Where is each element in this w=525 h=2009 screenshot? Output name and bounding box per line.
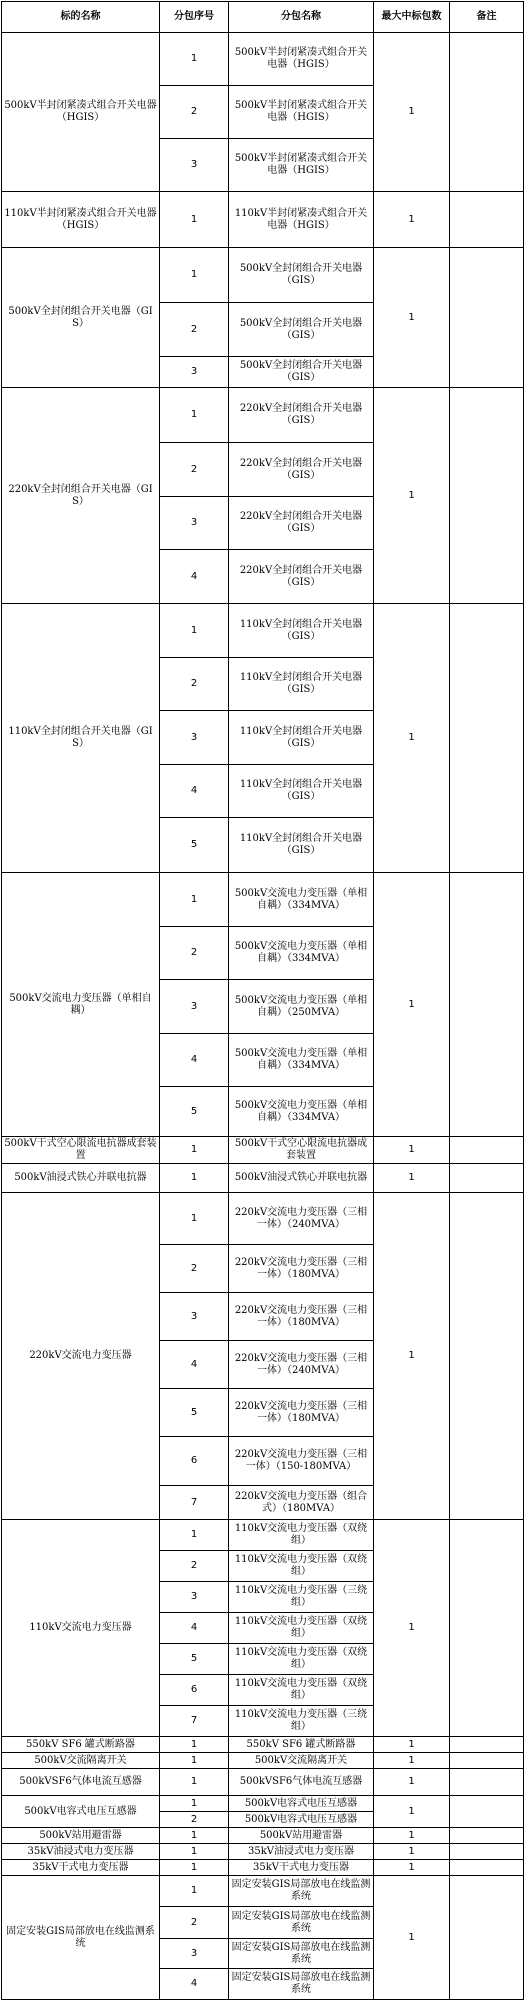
package-number-cell: 7 [160, 1706, 229, 1737]
table-row [2, 1520, 524, 1551]
package-name-cell: 500kV交流电力变压器（单相自耦）（334MVA） [229, 873, 374, 927]
package-number-cell: 1 [160, 1137, 229, 1164]
header-lot-name: 标的名称 [2, 2, 160, 33]
header-row [2, 2, 524, 33]
package-number-cell: 1 [160, 1828, 229, 1844]
package-number-cell: 3 [160, 497, 229, 550]
package-name-cell: 500kV交流电力变压器（单相自耦）（334MVA） [229, 1034, 374, 1087]
package-number-cell: 1 [160, 1876, 229, 1907]
table-row [2, 873, 524, 927]
remarks-cell [450, 192, 524, 248]
package-name-cell: 110kV交流电力变压器（三绕组） [229, 1706, 374, 1737]
lot-name-cell: 500kV交流隔离开关 [2, 1753, 160, 1769]
package-name-cell: 500kV电容式电压互感器 [229, 1796, 374, 1812]
package-number-cell: 1 [160, 1860, 229, 1876]
package-number-cell: 2 [160, 658, 229, 711]
package-number-cell: 1 [160, 388, 229, 443]
lot-name-cell: 500kV半封闭紧凑式组合开关电器（HGIS） [2, 33, 160, 192]
package-name-cell: 固定安装GIS局部放电在线监测系统 [229, 1876, 374, 1907]
table-row [2, 1796, 524, 1812]
package-name-cell: 110kV全封闭组合开关电器（GIS） [229, 818, 374, 873]
package-name-cell: 220kV交流电力变压器（三相一体）（180MVA） [229, 1389, 374, 1437]
table-row [2, 388, 524, 443]
package-number-cell: 1 [160, 604, 229, 658]
package-number-cell: 1 [160, 33, 229, 86]
package-number-cell: 3 [160, 1939, 229, 1969]
package-number-cell: 1 [160, 248, 229, 303]
max-awards-cell: 1 [374, 1844, 450, 1860]
table-row [2, 1876, 524, 1907]
max-awards-cell: 1 [374, 248, 450, 388]
lot-name-cell: 35kV油浸式电力变压器 [2, 1844, 160, 1860]
max-awards-cell: 1 [374, 1520, 450, 1737]
package-number-cell: 2 [160, 303, 229, 357]
lot-name-cell: 500kV干式空心限流电抗器成套装置 [2, 1137, 160, 1164]
package-name-cell: 500kV半封闭紧凑式组合开关电器（HGIS） [229, 139, 374, 192]
package-number-cell: 1 [160, 1796, 229, 1812]
package-number-cell: 2 [160, 1907, 229, 1939]
package-name-cell: 500kV半封闭紧凑式组合开关电器（HGIS） [229, 86, 374, 139]
max-awards-cell: 1 [374, 1796, 450, 1828]
max-awards-cell: 1 [374, 1137, 450, 1164]
remarks-cell [450, 1860, 524, 1876]
table-row [2, 1193, 524, 1245]
lot-name-cell: 500kV油浸式铁心并联电抗器 [2, 1164, 160, 1193]
bid-package-table [1, 1, 524, 2000]
table-row [2, 1164, 524, 1193]
package-name-cell: 500kVSF6气体电流互感器 [229, 1769, 374, 1796]
package-name-cell: 220kV全封闭组合开关电器（GIS） [229, 443, 374, 497]
package-number-cell: 1 [160, 1769, 229, 1796]
package-number-cell: 7 [160, 1486, 229, 1520]
package-number-cell: 2 [160, 1551, 229, 1582]
package-name-cell: 35kV油浸式电力变压器 [229, 1844, 374, 1860]
max-awards-cell: 1 [374, 192, 450, 248]
package-number-cell: 3 [160, 139, 229, 192]
package-number-cell: 1 [160, 1164, 229, 1193]
package-number-cell: 4 [160, 765, 229, 818]
max-awards-cell: 1 [374, 1860, 450, 1876]
max-awards-cell: 1 [374, 1164, 450, 1193]
package-number-cell: 3 [160, 1293, 229, 1341]
package-name-cell: 110kV交流电力变压器（双绕组） [229, 1551, 374, 1582]
package-number-cell: 1 [160, 1193, 229, 1245]
remarks-cell [450, 248, 524, 388]
max-awards-cell: 1 [374, 1753, 450, 1769]
package-number-cell: 3 [160, 1582, 229, 1613]
package-number-cell: 3 [160, 980, 229, 1034]
max-awards-cell: 1 [374, 873, 450, 1137]
remarks-cell [450, 33, 524, 192]
table-row [2, 1137, 524, 1164]
remarks-cell [450, 1193, 524, 1520]
package-name-cell: 220kV交流电力变压器（三相一体）（240MVA） [229, 1341, 374, 1389]
package-number-cell: 1 [160, 1520, 229, 1551]
lot-name-cell: 110kV全封闭组合开关电器（GIS） [2, 604, 160, 873]
table-row [2, 1860, 524, 1876]
remarks-cell [450, 1769, 524, 1796]
package-name-cell: 220kV全封闭组合开关电器（GIS） [229, 497, 374, 550]
package-number-cell: 5 [160, 1087, 229, 1137]
package-name-cell: 500kV全封闭组合开关电器（GIS） [229, 357, 374, 388]
package-name-cell: 110kV交流电力变压器（双绕组） [229, 1644, 374, 1675]
lot-name-cell: 500kVSF6气体电流互感器 [2, 1769, 160, 1796]
table-row [2, 1844, 524, 1860]
package-name-cell: 110kV交流电力变压器（三绕组） [229, 1582, 374, 1613]
lot-name-cell: 220kV交流电力变压器 [2, 1193, 160, 1520]
remarks-cell [450, 1520, 524, 1737]
table-row [2, 1769, 524, 1796]
max-awards-cell: 1 [374, 604, 450, 873]
package-number-cell: 6 [160, 1675, 229, 1706]
lot-name-cell: 500kV电容式电压互感器 [2, 1796, 160, 1828]
table-row [2, 604, 524, 658]
package-number-cell: 3 [160, 711, 229, 765]
remarks-cell [450, 1796, 524, 1828]
package-number-cell: 2 [160, 443, 229, 497]
package-name-cell: 500kV半封闭紧凑式组合开关电器（HGIS） [229, 33, 374, 86]
max-awards-cell: 1 [374, 1769, 450, 1796]
package-number-cell: 2 [160, 927, 229, 980]
max-awards-cell: 1 [374, 388, 450, 604]
package-number-cell: 5 [160, 818, 229, 873]
package-name-cell: 500kV交流电力变压器（单相自耦）（250MVA） [229, 980, 374, 1034]
package-number-cell: 1 [160, 873, 229, 927]
header-package-no: 分包序号 [160, 2, 229, 33]
package-name-cell: 500kV交流隔离开关 [229, 1753, 374, 1769]
package-name-cell: 220kV交流电力变压器（三相一体）（240MVA） [229, 1193, 374, 1245]
package-name-cell: 35kV干式电力变压器 [229, 1860, 374, 1876]
remarks-cell [450, 1137, 524, 1164]
package-name-cell: 500kV油浸式铁心并联电抗器 [229, 1164, 374, 1193]
table-row [2, 1753, 524, 1769]
package-number-cell: 1 [160, 1737, 229, 1753]
package-name-cell: 110kV交流电力变压器（双绕组） [229, 1520, 374, 1551]
lot-name-cell: 220kV全封闭组合开关电器（GIS） [2, 388, 160, 604]
package-name-cell: 固定安装GIS局部放电在线监测系统 [229, 1939, 374, 1969]
package-number-cell: 2 [160, 1245, 229, 1293]
remarks-cell [450, 1164, 524, 1193]
table-row [2, 1737, 524, 1753]
package-name-cell: 500kV干式空心限流电抗器成套装置 [229, 1137, 374, 1164]
package-name-cell: 500kV全封闭组合开关电器（GIS） [229, 248, 374, 303]
max-awards-cell: 1 [374, 1737, 450, 1753]
lot-name-cell: 35kV干式电力变压器 [2, 1860, 160, 1876]
table-body [2, 33, 524, 2000]
lot-name-cell: 500kV交流电力变压器（单相自耦） [2, 873, 160, 1137]
package-number-cell: 4 [160, 1969, 229, 2000]
remarks-cell [450, 1737, 524, 1753]
package-number-cell: 4 [160, 1034, 229, 1087]
remarks-cell [450, 388, 524, 604]
package-name-cell: 220kV交流电力变压器（三相一体）（150-180MVA） [229, 1437, 374, 1486]
package-name-cell: 500kV交流电力变压器（单相自耦）（334MVA） [229, 1087, 374, 1137]
max-awards-cell: 1 [374, 1193, 450, 1520]
package-number-cell: 4 [160, 1341, 229, 1389]
package-number-cell: 4 [160, 1613, 229, 1644]
package-name-cell: 110kV全封闭组合开关电器（GIS） [229, 658, 374, 711]
table-row [2, 248, 524, 303]
remarks-cell [450, 1844, 524, 1860]
package-number-cell: 1 [160, 192, 229, 248]
remarks-cell [450, 604, 524, 873]
remarks-cell [450, 873, 524, 1137]
lot-name-cell: 110kV半封闭紧凑式组合开关电器（HGIS） [2, 192, 160, 248]
package-name-cell: 固定安装GIS局部放电在线监测系统 [229, 1907, 374, 1939]
remarks-cell [450, 1753, 524, 1769]
lot-name-cell: 110kV交流电力变压器 [2, 1520, 160, 1737]
package-name-cell: 500kV站用避雷器 [229, 1828, 374, 1844]
max-awards-cell: 1 [374, 1828, 450, 1844]
package-name-cell: 220kV交流电力变压器（三相一体）（180MVA） [229, 1293, 374, 1341]
header-remarks: 备注 [450, 2, 524, 33]
lot-name-cell: 500kV全封闭组合开关电器（GIS） [2, 248, 160, 388]
package-name-cell: 500kV电容式电压互感器 [229, 1812, 374, 1828]
remarks-cell [450, 1876, 524, 2000]
package-name-cell: 110kV半封闭紧凑式组合开关电器（HGIS） [229, 192, 374, 248]
package-name-cell: 110kV全封闭组合开关电器（GIS） [229, 765, 374, 818]
package-name-cell: 550kV SF6 罐式断路器 [229, 1737, 374, 1753]
header-package-name: 分包名称 [229, 2, 374, 33]
package-number-cell: 5 [160, 1389, 229, 1437]
table-row [2, 33, 524, 86]
package-name-cell: 500kV全封闭组合开关电器（GIS） [229, 303, 374, 357]
lot-name-cell: 550kV SF6 罐式断路器 [2, 1737, 160, 1753]
package-number-cell: 2 [160, 86, 229, 139]
table-row [2, 1828, 524, 1844]
table-row [2, 192, 524, 248]
package-name-cell: 110kV交流电力变压器（双绕组） [229, 1613, 374, 1644]
package-number-cell: 1 [160, 1753, 229, 1769]
package-number-cell: 5 [160, 1644, 229, 1675]
package-name-cell: 220kV交流电力变压器（组合式）（180MVA） [229, 1486, 374, 1520]
package-name-cell: 220kV交流电力变压器（三相一体）（180MVA） [229, 1245, 374, 1293]
package-name-cell: 110kV全封闭组合开关电器（GIS） [229, 711, 374, 765]
lot-name-cell: 500kV站用避雷器 [2, 1828, 160, 1844]
package-number-cell: 4 [160, 550, 229, 604]
lot-name-cell: 固定安装GIS局部放电在线监测系统 [2, 1876, 160, 2000]
package-number-cell: 6 [160, 1437, 229, 1486]
remarks-cell [450, 1828, 524, 1844]
max-awards-cell: 1 [374, 1876, 450, 2000]
package-name-cell: 固定安装GIS局部放电在线监测系统 [229, 1969, 374, 2000]
package-name-cell: 220kV全封闭组合开关电器（GIS） [229, 550, 374, 604]
package-name-cell: 220kV全封闭组合开关电器（GIS） [229, 388, 374, 443]
package-name-cell: 110kV交流电力变压器（双绕组） [229, 1675, 374, 1706]
package-number-cell: 1 [160, 1844, 229, 1860]
header-max-awards: 最大中标包数 [374, 2, 450, 33]
package-number-cell: 2 [160, 1812, 229, 1828]
package-name-cell: 500kV交流电力变压器（单相自耦）（334MVA） [229, 927, 374, 980]
package-name-cell: 110kV全封闭组合开关电器（GIS） [229, 604, 374, 658]
max-awards-cell: 1 [374, 33, 450, 192]
package-number-cell: 3 [160, 357, 229, 388]
